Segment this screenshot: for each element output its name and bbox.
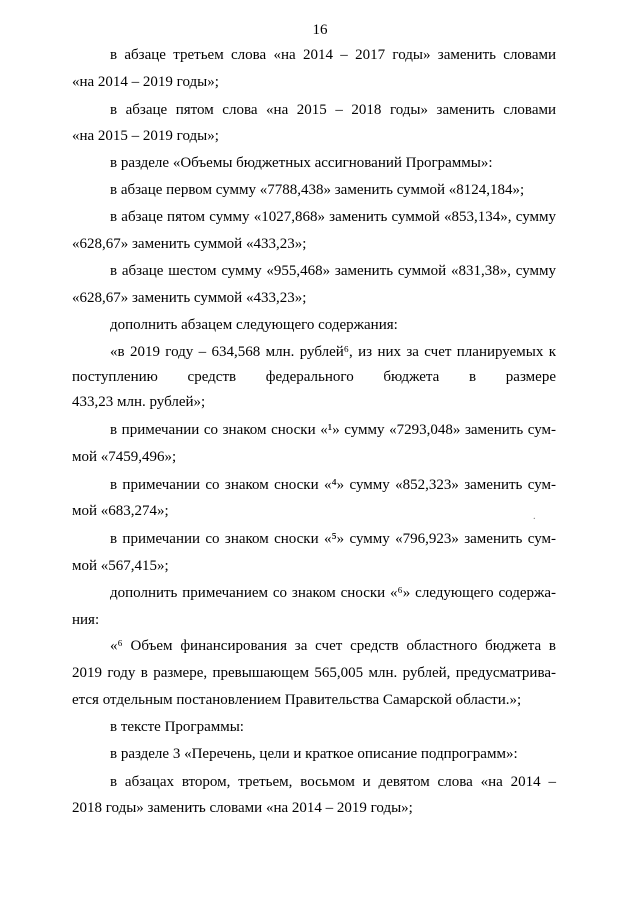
text-line: мой «683,274»;	[72, 503, 169, 519]
text-line: дополнить абзацем следующего содержания:	[110, 317, 398, 333]
text-line: в абзаце шестом сумму «955,468» заменить суммой «831,38», сумму	[110, 263, 556, 279]
page-number: 16	[312, 22, 328, 38]
text-line: 2018 годы» заменить словами «на 2014 – 2019 годы»;	[72, 800, 413, 816]
text-line: в разделе 3 «Перечень, цели и краткое описание подпрограмм»:	[110, 746, 518, 762]
text-line: в абзаце третьем слова «на 2014 – 2017 годы» заменить словами	[110, 47, 556, 63]
text-line: в примечании со знаком сноски «¹» сумму «7293,048» заменить сум-	[110, 422, 556, 438]
text-line: 2019 году в размере, превышающем 565,005 млн. рублей, предусматрива-	[72, 665, 556, 681]
text-line: в абзаце пятом слова «на 2015 – 2018 годы» заменить словами	[110, 102, 556, 118]
text-line: мой «7459,496»;	[72, 449, 177, 465]
text-line: «628,67» заменить суммой «433,23»;	[72, 236, 307, 252]
text-line: «628,67» заменить суммой «433,23»;	[72, 290, 307, 306]
text-line: «на 2015 – 2019 годы»;	[72, 128, 219, 144]
text-line: в абзаце первом сумму «7788,438» заменить суммой «8124,184»;	[110, 182, 525, 198]
text-line: ния:	[72, 612, 100, 628]
text-line: в примечании со знаком сноски «⁵» сумму «796,923» заменить сум-	[110, 531, 556, 547]
text-line: в разделе «Объемы бюджетных ассигнований Программы»:	[110, 155, 493, 171]
text-line: 433,23 млн. рублей»;	[72, 394, 206, 410]
text-line: в тексте Программы:	[110, 719, 244, 735]
scan-mark: ·	[532, 514, 536, 525]
text-line: ется отдельным постановлением Правительства Самарской области.»;	[72, 692, 522, 708]
text-line: дополнить примечанием со знаком сноски «⁶» следующего содержа-	[110, 585, 556, 601]
text-line: в абзаце пятом сумму «1027,868» заменить суммой «853,134», сумму	[110, 209, 556, 225]
text-line: «⁶ Объем финансирования за счет средств областного бюджета в	[110, 638, 556, 654]
text-line: «в 2019 году – 634,568 млн. рублей⁶, из них за счет планируемых к	[110, 344, 556, 360]
text-line: в абзацах втором, третьем, восьмом и девятом слова «на 2014 –	[110, 774, 556, 790]
text-line: мой «567,415»;	[72, 558, 169, 574]
text-line: в примечании со знаком сноски «⁴» сумму «852,323» заменить сум-	[110, 477, 556, 493]
text-line: поступлению средств федерального бюджета в размере	[72, 369, 556, 385]
text-line: «на 2014 – 2019 годы»;	[72, 74, 219, 90]
